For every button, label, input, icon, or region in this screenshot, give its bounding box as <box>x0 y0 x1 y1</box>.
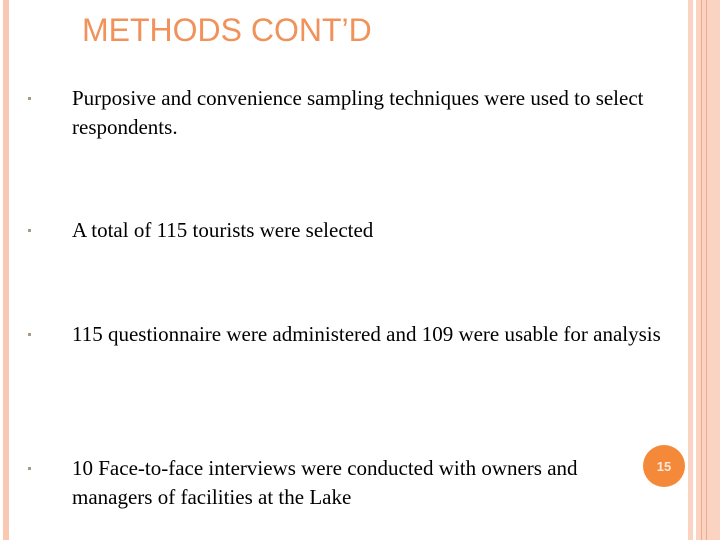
right-border-stripe <box>688 0 693 540</box>
bullet-icon <box>28 333 31 336</box>
right-border-line <box>701 0 702 540</box>
bullet-text: 10 Face-to-face interviews were conducted with owners and managers of facilities at the Lake <box>72 456 578 509</box>
bullet-icon <box>28 97 31 100</box>
left-border-stripe <box>3 0 9 540</box>
bullet-item <box>72 84 672 142</box>
bullet-icon <box>28 467 31 470</box>
slide-title: METHODS CONT’D <box>82 12 372 48</box>
bullet-text: A total of 115 tourists were selected <box>72 218 374 242</box>
bullet-text: Purposive and convenience sampling techniques were used to select respondents. <box>72 86 644 139</box>
right-border-line <box>706 0 707 540</box>
right-border-band <box>696 0 720 540</box>
bullet-item <box>72 320 672 349</box>
bullet-item <box>72 216 672 245</box>
bullet-item <box>72 454 662 512</box>
page-number-badge: 15 <box>643 445 685 487</box>
bullet-icon <box>28 229 31 232</box>
bullet-text: 115 questionnaire were administered and 109 were usable for analysis <box>72 322 661 346</box>
